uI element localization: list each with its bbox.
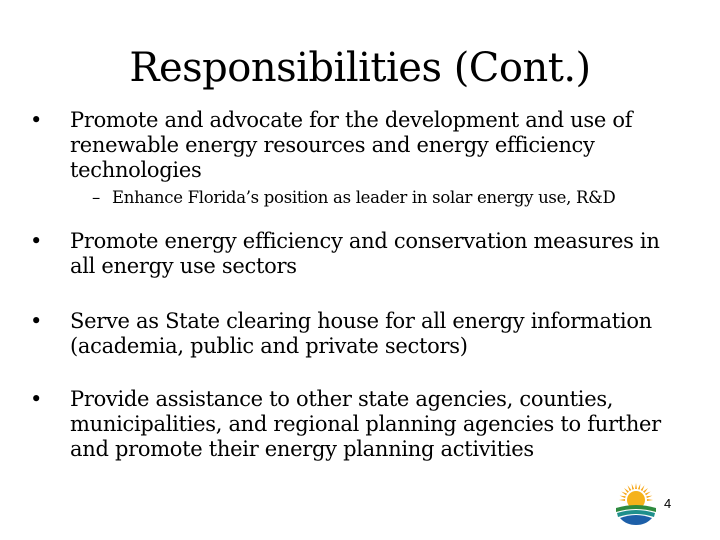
sun-ray bbox=[638, 484, 641, 490]
sub-bullet-item bbox=[28, 187, 688, 209]
bullet-text: Provide assistance to other state agencies, counties, municipalities, and regional planning agencies to further and promote their energy planning activities bbox=[70, 387, 661, 461]
sun-waves-logo-icon bbox=[610, 478, 662, 528]
bullet-icon: • bbox=[30, 309, 43, 333]
bullet-item bbox=[28, 108, 688, 183]
bullet-text: Serve as State clearing house for all energy information (academia, public and private sectors) bbox=[70, 309, 652, 358]
sun-ray bbox=[628, 485, 632, 491]
bullet-item bbox=[28, 229, 688, 279]
bullet-icon: • bbox=[30, 108, 43, 132]
slide-body bbox=[28, 108, 688, 462]
sun-ray bbox=[621, 492, 627, 496]
sun-ray bbox=[635, 483, 637, 489]
bullet-text: Promote and advocate for the development and use of renewable energy resources and energy efficiency technologies bbox=[70, 108, 633, 182]
bullet-item bbox=[28, 387, 688, 462]
bullet-text: Promote energy efficiency and conservation measures in all energy use sectors bbox=[70, 229, 660, 278]
sun-ray bbox=[643, 488, 648, 493]
sun-ray bbox=[641, 485, 645, 491]
bullet-icon: • bbox=[30, 387, 43, 411]
page-number: 4 bbox=[664, 496, 672, 511]
sun-ray bbox=[620, 496, 626, 499]
dash-icon: – bbox=[92, 188, 100, 207]
sub-bullet-text: Enhance Florida’s position as leader in solar energy use, R&D bbox=[112, 188, 616, 207]
wave-blue bbox=[620, 515, 652, 525]
sun-ray bbox=[624, 488, 629, 493]
slide-title: Responsibilities (Cont.) bbox=[129, 45, 591, 91]
sun-ray bbox=[647, 499, 653, 501]
sun-ray bbox=[619, 499, 625, 501]
sun-ray bbox=[632, 484, 635, 490]
sun-ray bbox=[646, 496, 652, 499]
bullet-icon: • bbox=[30, 229, 43, 253]
bullet-item bbox=[28, 309, 688, 359]
sun-ray bbox=[645, 492, 651, 496]
